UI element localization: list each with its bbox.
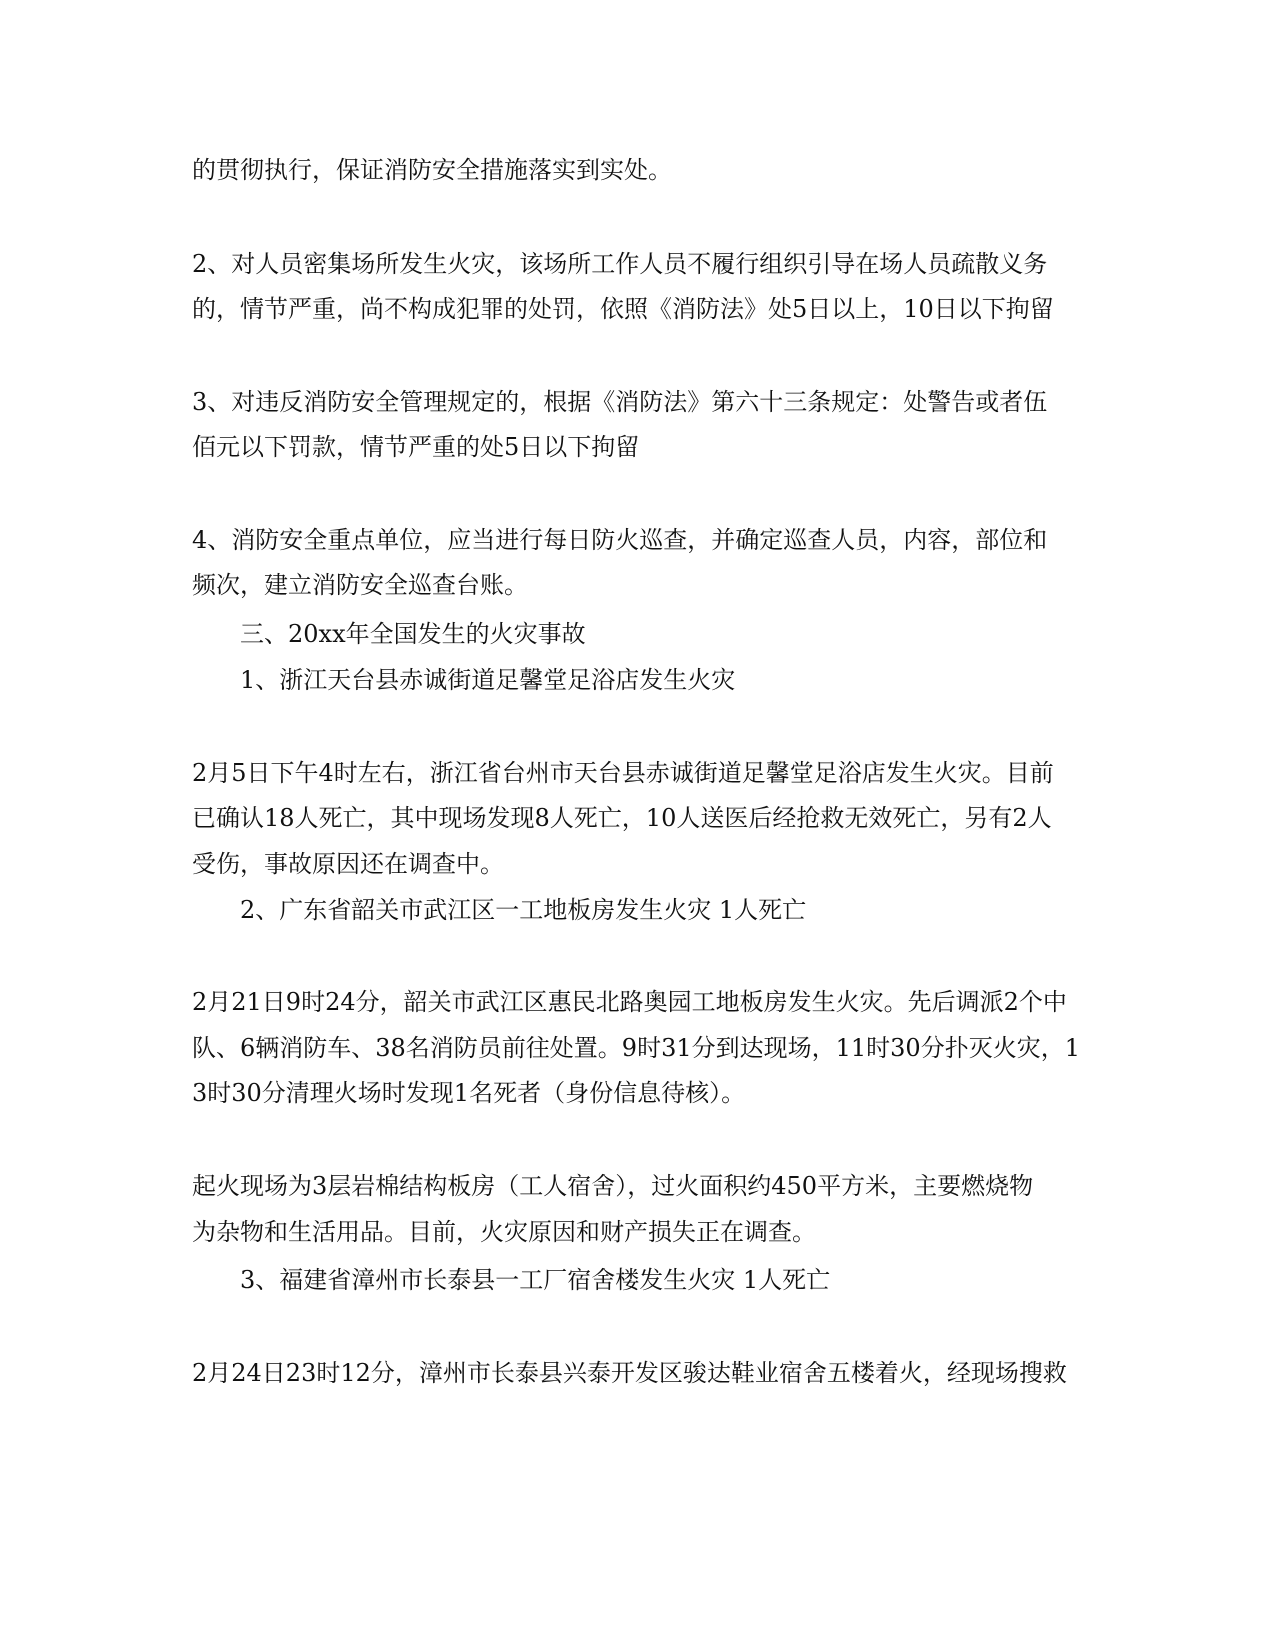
text-line: 受伤，事故原因还在调查中。 [192,850,504,878]
subsection-heading: 3、福建省漳州市长泰县一工厂宿舍楼发生火灾 1人死亡 [240,1266,831,1294]
text-line: 2月24日23时12分，漳州市长泰县兴泰开发区骏达鞋业宿舍五楼着火，经现场搜救 [192,1359,1067,1387]
text-line: 2月5日下午4时左右，浙江省台州市天台县赤诚街道足馨堂足浴店发生火灾。目前 [192,759,1054,787]
text-line: 队、6辆消防车、38名消防员前往处置。9时31分到达现场，11时30分扑灭火灾，1 [192,1034,1080,1062]
subsection-heading: 1、浙江天台县赤诚街道足馨堂足浴店发生火灾 [240,666,736,694]
text-line: 3时30分清理火场时发现1名死者（身份信息待核）。 [192,1079,746,1107]
text-line: 3、对违反消防安全管理规定的，根据《消防法》第六十三条规定：处警告或者伍 [192,388,1048,416]
text-line: 2月21日9时24分，韶关市武江区惠民北路奥园工地板房发生火灾。先后调派2个中 [192,988,1067,1016]
text-line: 的贯彻执行，保证消防安全措施落实到实处。 [192,156,672,184]
text-line: 的，情节严重，尚不构成犯罪的处罚，依照《消防法》处5日以上，10日以下拘留 [192,295,1054,323]
subsection-heading: 2、广东省韶关市武江区一工地板房发生火灾 1人死亡 [240,896,807,924]
text-line: 4、消防安全重点单位，应当进行每日防火巡查，并确定巡查人员，内容，部位和 [192,526,1048,554]
text-line: 为杂物和生活用品。目前，火灾原因和财产损失正在调查。 [192,1218,816,1246]
text-line: 已确认18人死亡，其中现场发现8人死亡，10人送医后经抢救无效死亡，另有2人 [192,804,1052,832]
text-line: 佰元以下罚款，情节严重的处5日以下拘留 [192,433,640,461]
text-line: 频次，建立消防安全巡查台账。 [192,571,528,599]
text-line: 2、对人员密集场所发生火灾，该场所工作人员不履行组织引导在场人员疏散义务 [192,250,1048,278]
section-heading: 三、20xx年全国发生的火灾事故 [240,620,586,648]
text-line: 起火现场为3层岩棉结构板房（工人宿舍），过火面积约450平方米，主要燃烧物 [192,1172,1034,1200]
